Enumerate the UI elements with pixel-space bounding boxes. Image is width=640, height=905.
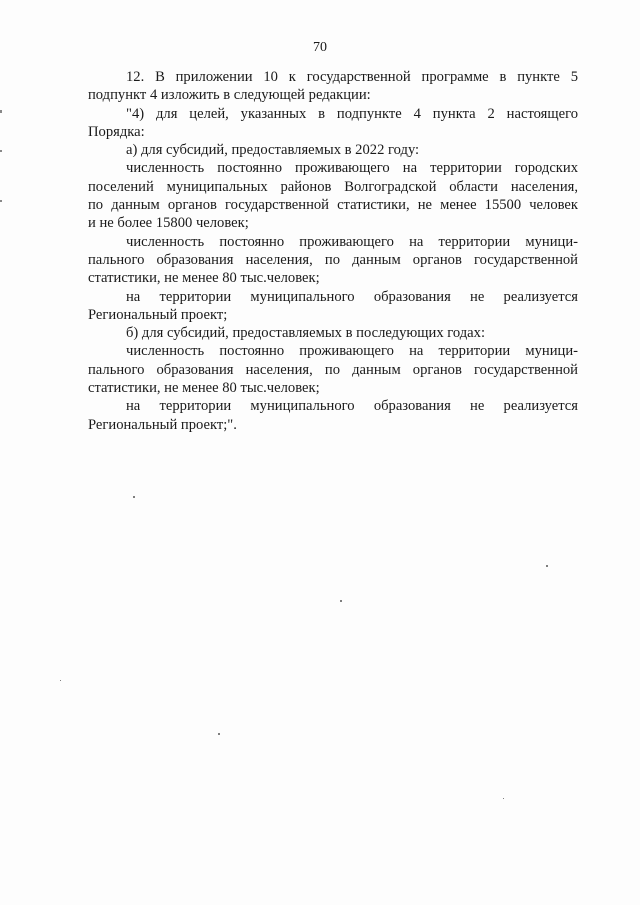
text-line: численность постоянно проживающего на территории муници- [126, 233, 578, 250]
scan-edge-mark [0, 200, 2, 202]
text-line: по данным органов государственной статистики, не менее 15500 человек [88, 197, 578, 214]
text-line: подпункт 4 изложить в следующей редакции: [88, 87, 371, 104]
text-line: Региональный проект;". [88, 416, 237, 433]
text-line: пального образования населения, по данным органов государственной [88, 251, 578, 268]
scan-speck [340, 600, 342, 602]
text-line: Региональный проект; [88, 306, 228, 323]
text-line: пального образования населения, по данным органов государственной [88, 361, 578, 378]
scan-edge-mark [0, 110, 2, 113]
text-line: "4) для целей, указанных в подпункте 4 пункта 2 настоящего [126, 105, 578, 122]
page-number: 70 [313, 40, 327, 55]
text-line: статистики, не менее 80 тыс.человек; [88, 380, 320, 397]
scan-speck [218, 733, 220, 735]
scan-speck [503, 798, 504, 799]
text-line: статистики, не менее 80 тыс.человек; [88, 270, 320, 287]
text-line: а) для субсидий, предоставляемых в 2022 году: [126, 142, 420, 159]
text-line: б) для субсидий, предоставляемых в последующих годах: [126, 325, 486, 342]
scan-edge-mark [0, 150, 2, 152]
text-line: Порядка: [88, 123, 145, 140]
text-line: 12. В приложении 10 к государственной программе в пункте 5 [126, 69, 578, 85]
scan-speck [546, 565, 548, 567]
text-line: поселений муниципальных районов Волгоградской области населения, [88, 178, 578, 195]
scan-speck [60, 680, 61, 681]
scan-speck [133, 496, 135, 498]
document-body [88, 68, 578, 434]
text-line: на территории муниципального образования не реализуется [126, 288, 578, 305]
text-line: на территории муниципального образования не реализуется [126, 398, 578, 415]
text-line: и не более 15800 человек; [88, 215, 249, 232]
text-line: численность постоянно проживающего на территории городских [126, 160, 578, 177]
text-line: численность постоянно проживающего на территории муници- [126, 343, 578, 360]
